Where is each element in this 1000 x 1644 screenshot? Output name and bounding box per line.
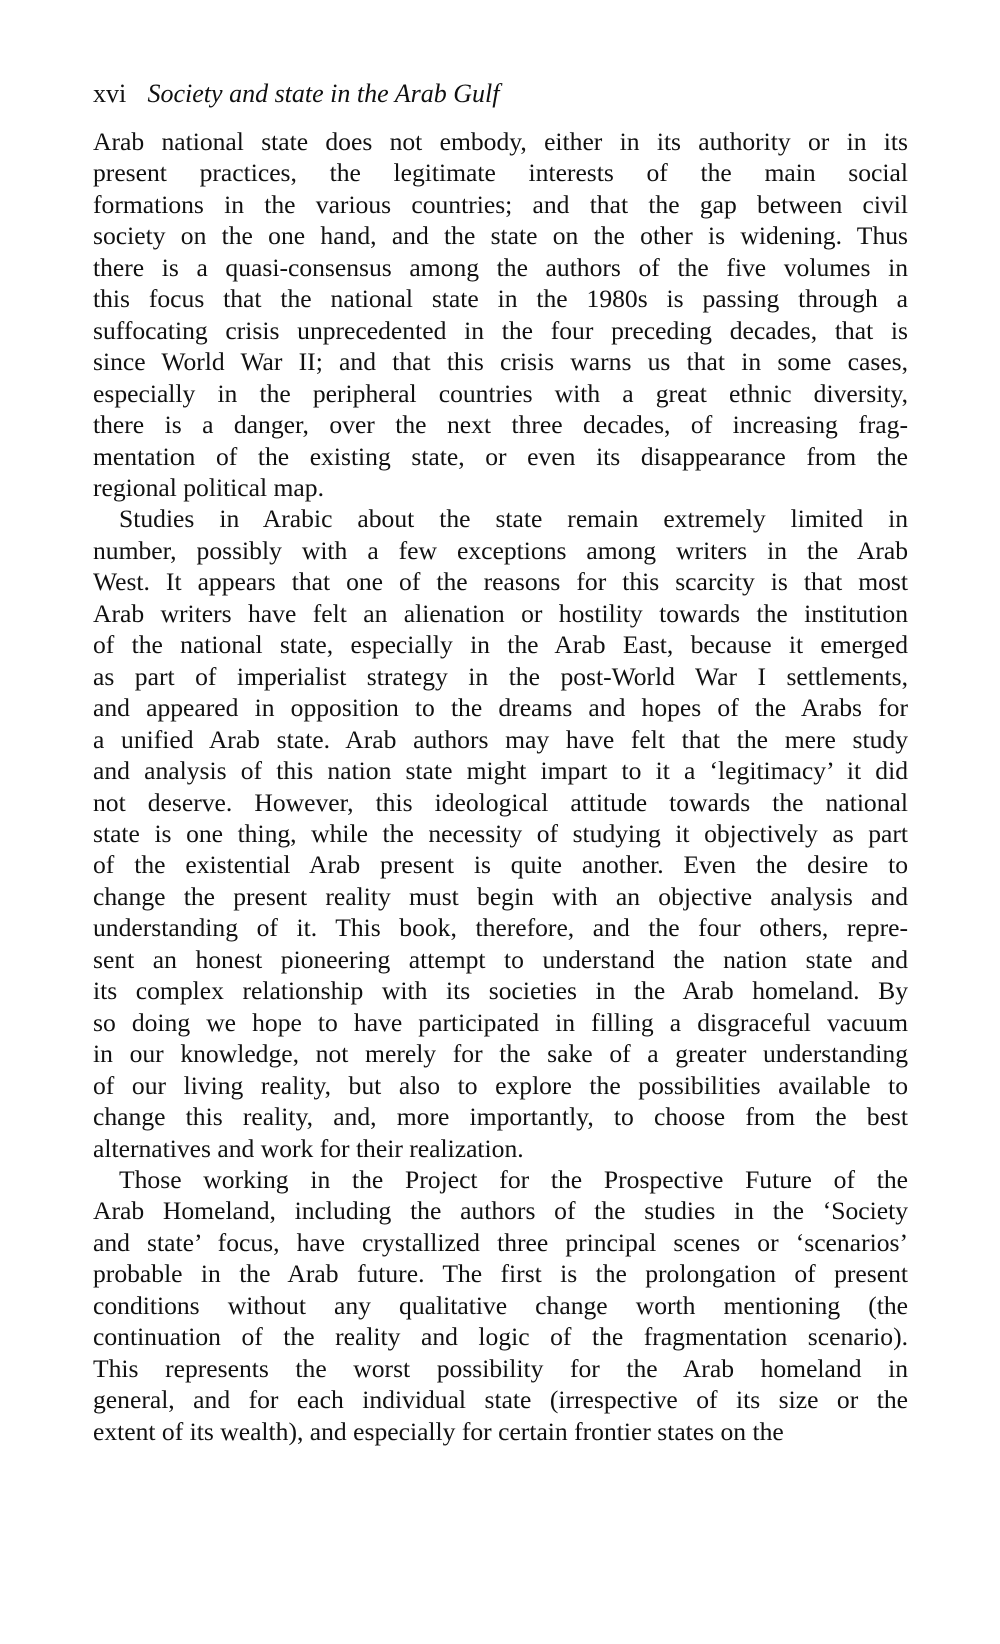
text-line: This represents the worst possibility for the Arab homeland in bbox=[93, 1353, 908, 1383]
text-line: Arab writers have felt an alienation or hostility towards the institution bbox=[93, 598, 908, 628]
text-line: of our living reality, but also to explore the possibilities available to bbox=[93, 1070, 908, 1100]
text-line: suffocating crisis unprecedented in the four preceding decades, that is bbox=[93, 315, 908, 345]
text-line: especially in the peripheral countries with a great ethnic diversity, bbox=[93, 378, 908, 408]
text-line: and state’ focus, have crystallized three principal scenes or ‘scenarios’ bbox=[93, 1227, 908, 1257]
text-line: Studies in Arabic about the state remain extremely limited in bbox=[119, 504, 908, 534]
text-line: alternatives and work for their realization. bbox=[93, 1133, 524, 1163]
text-line: there is a quasi-consensus among the authors of the five volumes in bbox=[93, 252, 908, 282]
text-line: mentation of the existing state, or even its disappearance from the bbox=[93, 441, 908, 471]
text-line: of the existential Arab present is quite another. Even the desire to bbox=[93, 850, 908, 880]
text-line: a unified Arab state. Arab authors may have felt that the mere study bbox=[93, 724, 908, 754]
paragraph bbox=[93, 1164, 908, 1447]
text-line: Arab Homeland, including the authors of the studies in the ‘Society bbox=[93, 1196, 908, 1226]
text-line: since World War II; and that this crisis warns us that in some cases, bbox=[93, 347, 908, 377]
text-line: change the present reality must begin with an objective analysis and bbox=[93, 881, 908, 911]
text-line: so doing we hope to have participated in filling a disgraceful vacuum bbox=[93, 1007, 908, 1037]
text-line: of the national state, especially in the Arab East, because it emerged bbox=[93, 630, 908, 660]
text-line: general, and for each individual state (irrespective of its size or the bbox=[93, 1385, 908, 1415]
text-line: its complex relationship with its societies in the Arab homeland. By bbox=[93, 976, 908, 1006]
text-line: continuation of the reality and logic of the fragmentation scenario). bbox=[93, 1322, 908, 1352]
text-line: not deserve. However, this ideological attitude towards the national bbox=[93, 787, 908, 817]
paragraph bbox=[93, 126, 908, 503]
text-line: there is a danger, over the next three decades, of increasing frag- bbox=[93, 410, 908, 440]
paragraph bbox=[93, 503, 908, 1164]
text-line: understanding of it. This book, therefore, and the four others, repre- bbox=[93, 913, 908, 943]
text-line: and analysis of this nation state might impart to it a ‘legitimacy’ it did bbox=[93, 756, 908, 786]
text-line: present practices, the legitimate interests of the main social bbox=[93, 158, 908, 188]
text-line: and appeared in opposition to the dreams and hopes of the Arabs for bbox=[93, 693, 908, 723]
text-line: sent an honest pioneering attempt to understand the nation state and bbox=[93, 944, 908, 974]
text-line: extent of its wealth), and especially for certain frontier states on the bbox=[93, 1416, 784, 1446]
body-text bbox=[93, 126, 908, 1447]
running-head bbox=[93, 78, 908, 110]
text-line: state is one thing, while the necessity of studying it objectively as part bbox=[93, 818, 908, 848]
text-line: Arab national state does not embody, either in its authority or in its bbox=[93, 127, 908, 156]
text-line: society on the one hand, and the state on the other is widening. Thus bbox=[93, 221, 908, 251]
text-line: number, possibly with a few exceptions among writers in the Arab bbox=[93, 535, 908, 565]
text-line: this focus that the national state in the 1980s is passing through a bbox=[93, 284, 908, 314]
text-line: in our knowledge, not merely for the sake of a greater understanding bbox=[93, 1039, 908, 1069]
text-line: conditions without any qualitative change worth mentioning (the bbox=[93, 1290, 908, 1320]
text-line: regional political map. bbox=[93, 472, 324, 502]
page-number: xvi bbox=[93, 79, 127, 108]
book-page bbox=[93, 78, 908, 1447]
text-line: change this reality, and, more importantly, to choose from the best bbox=[93, 1102, 908, 1132]
text-line: as part of imperialist strategy in the post-World War I settlements, bbox=[93, 661, 908, 691]
text-line: West. It appears that one of the reasons for this scarcity is that most bbox=[93, 567, 908, 597]
running-title: Society and state in the Arab Gulf bbox=[147, 79, 500, 108]
text-line: probable in the Arab future. The first is the prolongation of present bbox=[93, 1259, 908, 1289]
text-line: Those working in the Project for the Prospective Future of the bbox=[119, 1164, 908, 1194]
text-line: formations in the various countries; and that the gap between civil bbox=[93, 189, 908, 219]
